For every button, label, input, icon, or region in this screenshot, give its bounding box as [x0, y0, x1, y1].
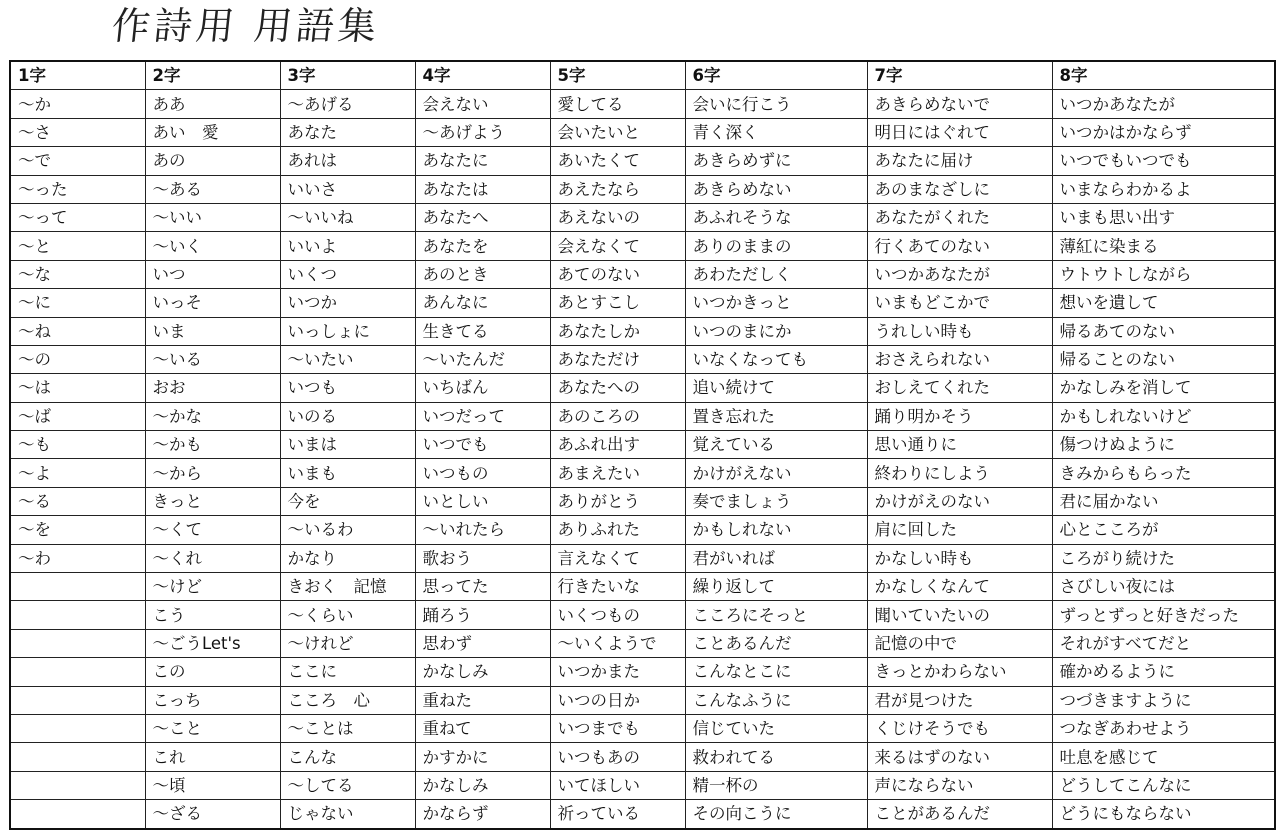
table-cell: いつまでも [550, 714, 685, 742]
table-cell: 繰り返して [685, 573, 867, 601]
table-cell: ～ば [10, 402, 145, 430]
table-cell: 君に届かない [1052, 487, 1275, 515]
table-row [10, 289, 1275, 317]
table-cell: ～いれたら [415, 516, 550, 544]
table-row [10, 260, 1275, 288]
table-cell: ～は [10, 374, 145, 402]
table-cell: こんなとこに [685, 658, 867, 686]
table-cell: ～いたんだ [415, 345, 550, 373]
table-row [10, 573, 1275, 601]
table-cell: あなたに [415, 147, 550, 175]
table-cell: じゃない [280, 800, 415, 829]
table-cell: 確かめるように [1052, 658, 1275, 686]
table-cell: ～けれど [280, 629, 415, 657]
table-cell: あれは [280, 147, 415, 175]
table-cell: ～いく [145, 232, 280, 260]
table-cell: ～を [10, 516, 145, 544]
column-header: 5字 [550, 61, 685, 90]
table-cell: ～かな [145, 402, 280, 430]
table-cell: 踊ろう [415, 601, 550, 629]
table-cell: いつかはかならず [1052, 118, 1275, 146]
table-cell: いつもの [415, 459, 550, 487]
table-row [10, 317, 1275, 345]
table-cell: どうにもならない [1052, 800, 1275, 829]
table-cell: あなたに届け [867, 147, 1052, 175]
table-cell: いまも [280, 459, 415, 487]
table-cell: ～わ [10, 544, 145, 572]
table-cell: いつもあの [550, 743, 685, 771]
table-cell: いてほしい [550, 771, 685, 799]
table-cell: あなたしか [550, 317, 685, 345]
table-cell: 愛してる [550, 90, 685, 118]
table-cell: 薄紅に染まる [1052, 232, 1275, 260]
table-cell: いいよ [280, 232, 415, 260]
table-cell [10, 771, 145, 799]
table-cell: ～った [10, 175, 145, 203]
table-cell: いとしい [415, 487, 550, 515]
table-row [10, 800, 1275, 829]
table-cell: ～から [145, 459, 280, 487]
table-cell: いつかまた [550, 658, 685, 686]
table-cell: ウトウトしながら [1052, 260, 1275, 288]
table-cell: いまもどこかで [867, 289, 1052, 317]
table-cell: 重ねた [415, 686, 550, 714]
table-cell: 精一杯の [685, 771, 867, 799]
table-cell: 記憶の中で [867, 629, 1052, 657]
table-cell: この [145, 658, 280, 686]
table-cell: 踊り明かそう [867, 402, 1052, 430]
table-cell: うれしい時も [867, 317, 1052, 345]
table-cell: 行くあてのない [867, 232, 1052, 260]
table-cell: ～な [10, 260, 145, 288]
table-cell: ありふれた [550, 516, 685, 544]
table-cell: くじけそうでも [867, 714, 1052, 742]
table-cell: かなしみを消して [1052, 374, 1275, 402]
table-cell: かすかに [415, 743, 550, 771]
table-cell: 想いを遺して [1052, 289, 1275, 317]
table-cell [10, 629, 145, 657]
table-cell [10, 601, 145, 629]
table-cell: 青く深く [685, 118, 867, 146]
table-cell: あきらめずに [685, 147, 867, 175]
table-cell: 思ってた [415, 573, 550, 601]
table-cell: あまえたい [550, 459, 685, 487]
table-cell: ～ことは [280, 714, 415, 742]
table-cell: ～の [10, 345, 145, 373]
table-cell: かけがえのない [867, 487, 1052, 515]
table-row [10, 686, 1275, 714]
table-cell: 会えなくて [550, 232, 685, 260]
table-cell: さびしい夜には [1052, 573, 1275, 601]
table-cell: ああ [145, 90, 280, 118]
table-cell: あきらめない [685, 175, 867, 203]
table-cell: ～ね [10, 317, 145, 345]
table-cell: いま [145, 317, 280, 345]
table-cell: ～してる [280, 771, 415, 799]
table-cell: 信じていた [685, 714, 867, 742]
table-cell: かけがえない [685, 459, 867, 487]
table-cell: ～ざる [145, 800, 280, 829]
table-cell: あのまなざしに [867, 175, 1052, 203]
table-row [10, 714, 1275, 742]
table-cell: 吐息を感じて [1052, 743, 1275, 771]
table-cell: ～に [10, 289, 145, 317]
table-cell: いのる [280, 402, 415, 430]
table-cell: ～けど [145, 573, 280, 601]
table-cell: こんなふうに [685, 686, 867, 714]
table-cell: あんなに [415, 289, 550, 317]
table-cell: おしえてくれた [867, 374, 1052, 402]
table-cell: あなたへ [415, 203, 550, 231]
table-body [10, 90, 1275, 829]
table-cell: いまならわかるよ [1052, 175, 1275, 203]
table-cell: ～くらい [280, 601, 415, 629]
column-header: 1字 [10, 61, 145, 90]
table-cell: あきらめないで [867, 90, 1052, 118]
header-row [10, 61, 1275, 90]
table-cell: おさえられない [867, 345, 1052, 373]
table-cell: 救われてる [685, 743, 867, 771]
table-row [10, 544, 1275, 572]
table-cell: こう [145, 601, 280, 629]
table-cell: ～か [10, 90, 145, 118]
table-cell: かなしみ [415, 771, 550, 799]
table-cell [10, 573, 145, 601]
table-cell: ここに [280, 658, 415, 686]
table-cell: 覚えている [685, 431, 867, 459]
table-cell: きみからもらった [1052, 459, 1275, 487]
column-header: 8字 [1052, 61, 1275, 90]
table-cell: ～ある [145, 175, 280, 203]
table-row [10, 118, 1275, 146]
table-cell: いつ [145, 260, 280, 288]
table-cell: いまも思い出す [1052, 203, 1275, 231]
table-cell: きっとかわらない [867, 658, 1052, 686]
table-cell: これ [145, 743, 280, 771]
table-cell: あのとき [415, 260, 550, 288]
table-cell: 君が見つけた [867, 686, 1052, 714]
table-row [10, 487, 1275, 515]
table-cell: ～くて [145, 516, 280, 544]
table-row [10, 374, 1275, 402]
table-cell: 会いたいと [550, 118, 685, 146]
table-cell: ～る [10, 487, 145, 515]
table-cell: いまは [280, 431, 415, 459]
column-header: 2字 [145, 61, 280, 90]
table-cell: ～よ [10, 459, 145, 487]
table-cell: ～いい [145, 203, 280, 231]
table-cell: ～って [10, 203, 145, 231]
table-cell: あなたを [415, 232, 550, 260]
table-cell: ～も [10, 431, 145, 459]
table-cell: つづきますように [1052, 686, 1275, 714]
table-cell: 帰るあてのない [1052, 317, 1275, 345]
table-cell: 奏でましょう [685, 487, 867, 515]
table-row [10, 175, 1275, 203]
table-cell: ～で [10, 147, 145, 175]
table-cell: かなしい時も [867, 544, 1052, 572]
table-cell: 声にならない [867, 771, 1052, 799]
table-cell: 心とこころが [1052, 516, 1275, 544]
table-cell: ～かも [145, 431, 280, 459]
table-cell: あとすこし [550, 289, 685, 317]
table-cell: ～いるわ [280, 516, 415, 544]
table-cell: あの [145, 147, 280, 175]
table-cell: 置き忘れた [685, 402, 867, 430]
table-cell: いつでも [415, 431, 550, 459]
table-cell: こころ 心 [280, 686, 415, 714]
table-cell: あふれ出す [550, 431, 685, 459]
table-cell: あなただけ [550, 345, 685, 373]
table-cell: あなた [280, 118, 415, 146]
table-row [10, 232, 1275, 260]
table-cell: 生きてる [415, 317, 550, 345]
table-cell: ～いいね [280, 203, 415, 231]
table-cell: きおく 記憶 [280, 573, 415, 601]
table-row [10, 203, 1275, 231]
table-cell: あてのない [550, 260, 685, 288]
table-cell: こんな [280, 743, 415, 771]
table-cell: あえないの [550, 203, 685, 231]
table-cell: あふれそうな [685, 203, 867, 231]
table-row [10, 658, 1275, 686]
table-row [10, 345, 1275, 373]
table-cell: かなしくなんて [867, 573, 1052, 601]
table-cell: それがすべてだと [1052, 629, 1275, 657]
table-cell: 歌おう [415, 544, 550, 572]
table-cell: ～と [10, 232, 145, 260]
table-cell: かならず [415, 800, 550, 829]
table-cell: ～あげよう [415, 118, 550, 146]
column-header: 4字 [415, 61, 550, 90]
table-cell: おお [145, 374, 280, 402]
table-cell: かなしみ [415, 658, 550, 686]
table-cell: 聞いていたいの [867, 601, 1052, 629]
table-cell: いつだって [415, 402, 550, 430]
table-row [10, 516, 1275, 544]
table-cell: きっと [145, 487, 280, 515]
table-cell: 会いに行こう [685, 90, 867, 118]
table-cell [10, 686, 145, 714]
table-cell: 君がいれば [685, 544, 867, 572]
table-cell: ずっとずっと好きだった [1052, 601, 1275, 629]
table-cell: ～いくようで [550, 629, 685, 657]
table-cell: かなり [280, 544, 415, 572]
table-cell: ころがり続けた [1052, 544, 1275, 572]
table-cell: いつかあなたが [1052, 90, 1275, 118]
table-cell: 明日にはぐれて [867, 118, 1052, 146]
table-cell [10, 743, 145, 771]
table-cell: あいたくて [550, 147, 685, 175]
table-cell: いっそ [145, 289, 280, 317]
table-cell: ことあるんだ [685, 629, 867, 657]
table-cell: 肩に回した [867, 516, 1052, 544]
table-cell: ありがとう [550, 487, 685, 515]
table-cell: いちばん [415, 374, 550, 402]
table-cell: ～こと [145, 714, 280, 742]
table-row [10, 402, 1275, 430]
table-cell: 祈っている [550, 800, 685, 829]
table-cell: 傷つけぬように [1052, 431, 1275, 459]
table-cell: どうしてこんなに [1052, 771, 1275, 799]
page-title: 作詩用 用語集 [109, 4, 383, 48]
table-cell: ありのままの [685, 232, 867, 260]
table-cell: いつかきっと [685, 289, 867, 317]
table-cell: いなくなっても [685, 345, 867, 373]
table-cell: ～いたい [280, 345, 415, 373]
table-cell: あなたは [415, 175, 550, 203]
column-header: 3字 [280, 61, 415, 90]
table-cell: その向こうに [685, 800, 867, 829]
table-cell: 思わず [415, 629, 550, 657]
table-cell: いつのまにか [685, 317, 867, 345]
table-cell: 行きたいな [550, 573, 685, 601]
table-cell [10, 658, 145, 686]
column-header: 7字 [867, 61, 1052, 90]
glossary-table [9, 60, 1276, 830]
table-cell: あなたへの [550, 374, 685, 402]
table-cell: ～くれ [145, 544, 280, 572]
table-cell: いつも [280, 374, 415, 402]
table-cell: 終わりにしよう [867, 459, 1052, 487]
table-row [10, 431, 1275, 459]
table-cell: 来るはずのない [867, 743, 1052, 771]
table-cell: ～さ [10, 118, 145, 146]
table-row [10, 459, 1275, 487]
table-cell: ～あげる [280, 90, 415, 118]
table-cell [10, 800, 145, 829]
table-cell: あえたなら [550, 175, 685, 203]
table-cell: 思い通りに [867, 431, 1052, 459]
table-row [10, 90, 1275, 118]
table-cell: いくつもの [550, 601, 685, 629]
table-cell: いいさ [280, 175, 415, 203]
table-row [10, 147, 1275, 175]
table-cell: あなたがくれた [867, 203, 1052, 231]
table-cell: こころにそっと [685, 601, 867, 629]
table-cell: 言えなくて [550, 544, 685, 572]
table-cell: あい 愛 [145, 118, 280, 146]
table-header [10, 61, 1275, 90]
table-cell: かもしれないけど [1052, 402, 1275, 430]
table-cell: 追い続けて [685, 374, 867, 402]
table-cell: 今を [280, 487, 415, 515]
column-header: 6字 [685, 61, 867, 90]
table-cell: つなぎあわせよう [1052, 714, 1275, 742]
table-cell: こっち [145, 686, 280, 714]
table-row [10, 771, 1275, 799]
table-row [10, 601, 1275, 629]
table-cell: 帰ることのない [1052, 345, 1275, 373]
table-row [10, 743, 1275, 771]
table-cell: 会えない [415, 90, 550, 118]
table-cell: ～頃 [145, 771, 280, 799]
table-cell [10, 714, 145, 742]
table-cell: いつか [280, 289, 415, 317]
table-cell: いつの日か [550, 686, 685, 714]
table-cell: いつかあなたが [867, 260, 1052, 288]
table-cell: あのころの [550, 402, 685, 430]
table-cell: いくつ [280, 260, 415, 288]
table-cell: ～いる [145, 345, 280, 373]
table-cell: かもしれない [685, 516, 867, 544]
table-cell: ～ごうLet's [145, 629, 280, 657]
table-cell: あわただしく [685, 260, 867, 288]
table-row [10, 629, 1275, 657]
table-cell: いっしょに [280, 317, 415, 345]
table-cell: いつでもいつでも [1052, 147, 1275, 175]
table-cell: ことがあるんだ [867, 800, 1052, 829]
table-cell: 重ねて [415, 714, 550, 742]
